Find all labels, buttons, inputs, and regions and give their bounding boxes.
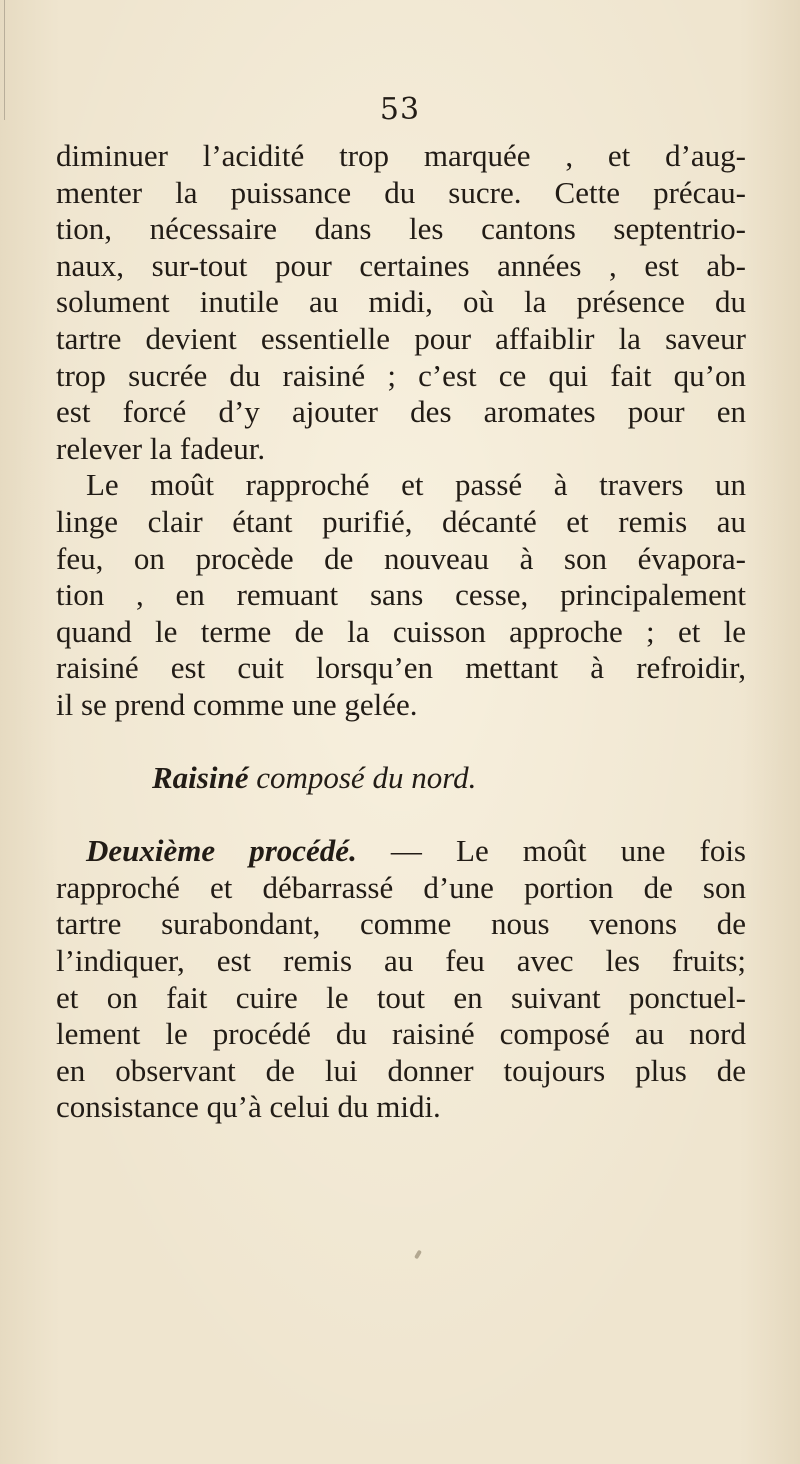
text-line: consistance qu’à celui du midi.	[56, 1089, 441, 1125]
text-line: Le moût rapproché et passé à travers un	[86, 467, 746, 503]
text-line: et on fait cuire le tout en suivant ponctuel-	[56, 979, 746, 1015]
text-line: quand le terme de la cuisson approche ; et le	[56, 613, 746, 649]
text-line	[56, 833, 746, 870]
text-line: l’indiquer, est remis au feu avec les fruits;	[56, 943, 746, 979]
text-line: lement le procédé du raisiné composé au nord	[56, 1016, 746, 1052]
page-text	[56, 138, 746, 1126]
text-line: rapproché et débarrassé d’une portion de son	[56, 869, 746, 905]
text-line: tartre surabondant, comme nous venons de	[56, 906, 746, 942]
text-line: diminuer l’acidité trop marquée , et d’aug-	[56, 138, 746, 173]
section-heading	[56, 760, 746, 797]
section-heading-rest: composé du nord.	[256, 760, 477, 796]
text-line: trop sucrée du raisiné ; c’est ce qui fait qu’on	[56, 357, 746, 393]
section-heading-bold: Raisiné	[152, 760, 249, 796]
text-line: feu, on procède de nouveau à son évapora-	[56, 540, 746, 576]
text-line: solument inutile au midi, où la présence du	[56, 284, 746, 320]
ink-speck	[414, 1250, 422, 1260]
text-line: en observant de lui donner toujours plus de	[56, 1052, 746, 1088]
text-line: linge clair étant purifié, décanté et remis au	[56, 503, 746, 539]
text-line: tion, nécessaire dans les cantons septentrio-	[56, 211, 746, 247]
text-line: est forcé d’y ajouter des aromates pour en	[56, 394, 746, 430]
text-line: tartre devient essentielle pour affaiblir la saveur	[56, 320, 746, 356]
text-line: il se prend comme une gelée.	[56, 686, 418, 722]
text-line: naux, sur-tout pour certaines années , est ab-	[56, 247, 746, 283]
page-number: 53	[379, 92, 421, 127]
text-line: relever la fadeur.	[56, 430, 266, 466]
procedure-lead: Deuxième procédé.	[86, 833, 357, 869]
text-line: tion , en remuant sans cesse, principalement	[56, 577, 746, 613]
spacer	[56, 724, 746, 761]
procedure-lead-rest: — Le moût une fois	[356, 833, 746, 869]
text-line: menter la puissance du sucre. Cette précau-	[56, 174, 746, 210]
spacer	[56, 797, 746, 834]
text-line: raisiné est cuit lorsqu’en mettant à refroidir,	[56, 650, 746, 686]
